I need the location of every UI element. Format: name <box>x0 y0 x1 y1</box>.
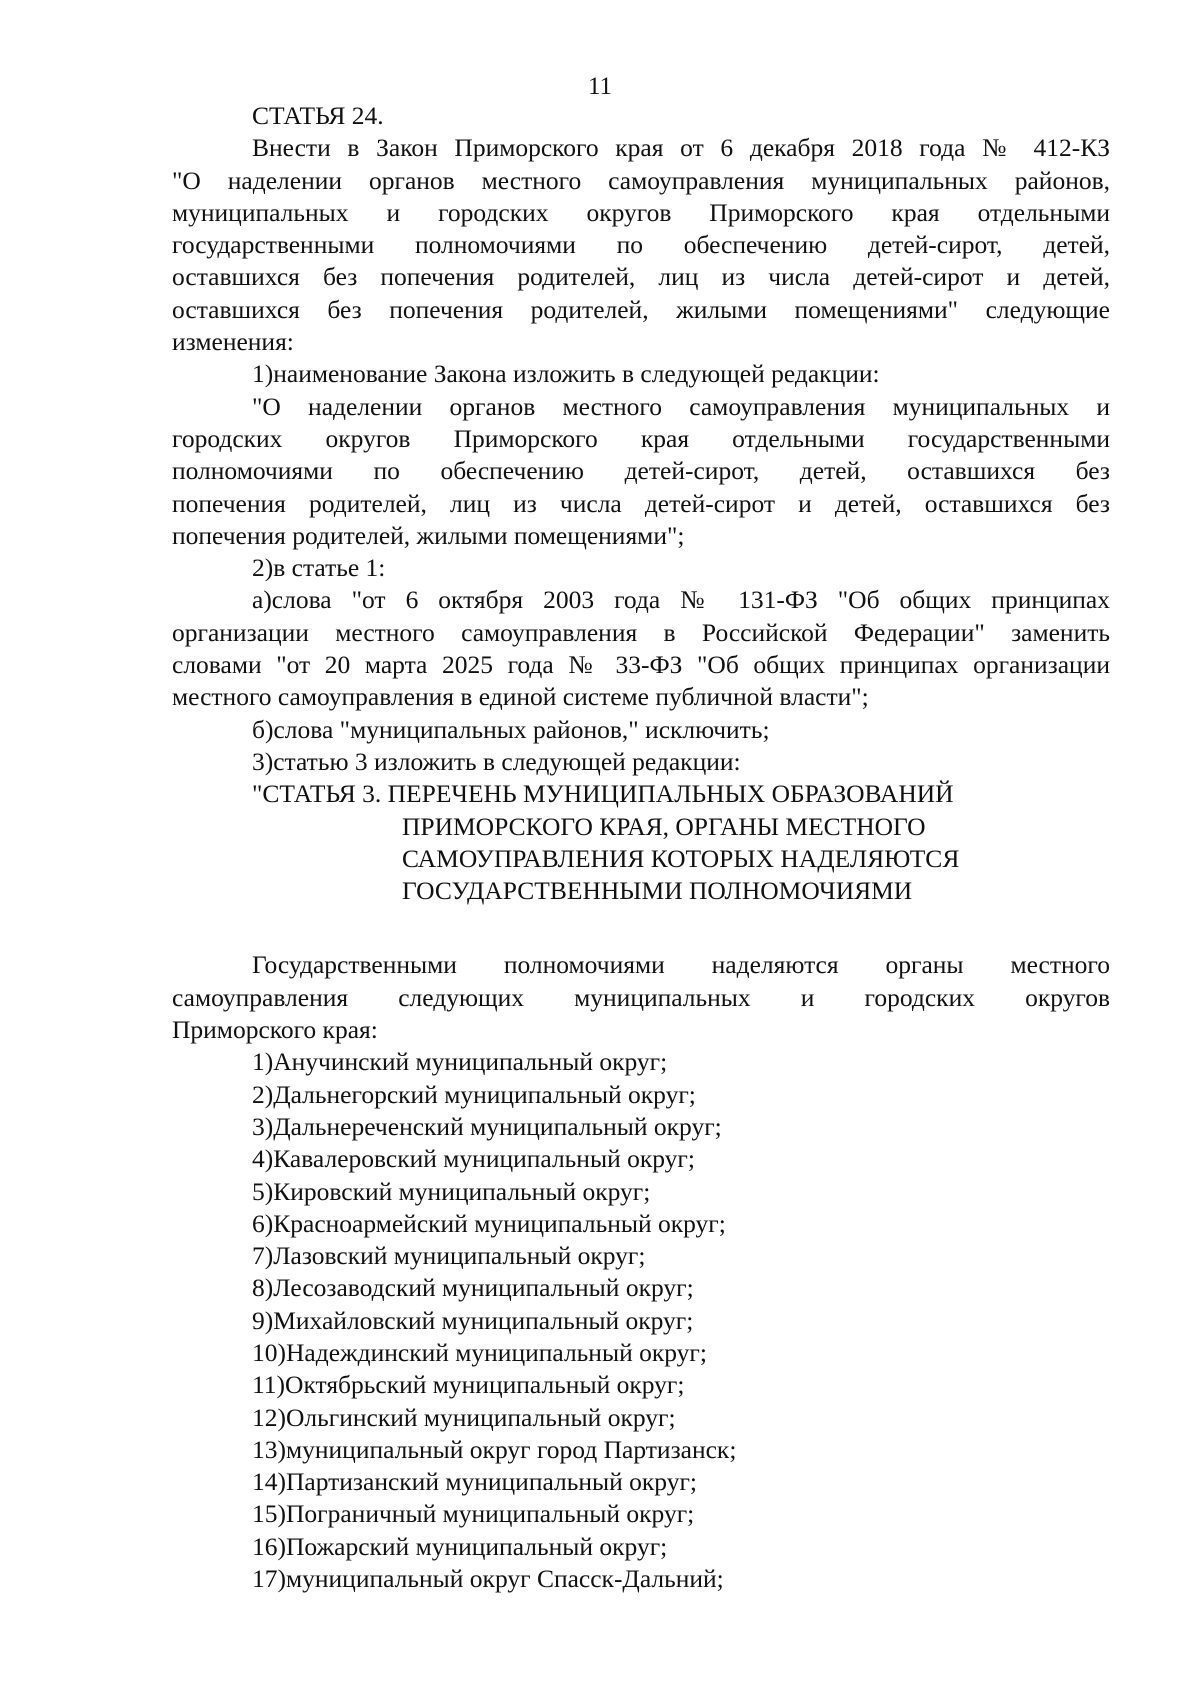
article-title: СТАТЬЯ 24. <box>252 101 384 130</box>
intro-line: оставшихся без попечения родителей, лиц из числа детей-сирот и детей, <box>172 262 1110 292</box>
item-2a-line: а)слова "от 6 октября 2003 года № 131-ФЗ "Об общих принципах <box>252 585 1110 615</box>
list-item: 16)Пожарский муниципальный округ; <box>252 1531 668 1561</box>
item-1-line: полномочиями по обеспечению детей-сирот, детей, оставшихся без <box>172 456 1110 486</box>
article-3-intro-line: Приморского края: <box>172 1015 378 1045</box>
item-2a-line: местного самоуправления в единой системе публичной власти"; <box>172 682 869 712</box>
intro-line: Внести в Закон Приморского края от 6 декабря 2018 года № 412-КЗ <box>252 133 1110 163</box>
intro-line: "О наделении органов местного самоуправления муниципальных районов, <box>172 165 1110 195</box>
municipality-list <box>172 1046 1110 1595</box>
list-item: 14)Партизанский муниципальный округ; <box>252 1467 698 1497</box>
item-3-intro: 3)статью 3 изложить в следующей редакции: <box>252 746 741 776</box>
intro-line: муниципальных и городских округов Приморского края отдельными <box>172 197 1110 227</box>
item-1-line: попечения родителей, жилыми помещениями"; <box>172 520 685 550</box>
list-item: 6)Красноармейский муниципальный округ; <box>252 1208 726 1238</box>
item-2a-line: словами "от 20 марта 2025 года № 33-ФЗ "Об общих принципах организации <box>172 650 1110 680</box>
item-2a-line: организации местного самоуправления в Российской Федерации" заменить <box>172 617 1110 647</box>
intro-line: изменения: <box>172 327 294 357</box>
item-2-intro: 2)в статье 1: <box>252 553 386 583</box>
article-3-heading: "СТАТЬЯ 3. ПЕРЕЧЕНЬ МУНИЦИПАЛЬНЫХ ОБРАЗОВАНИЙ <box>252 779 954 809</box>
article-3-heading-line: ГОСУДАРСТВЕННЫМИ ПОЛНОМОЧИЯМИ <box>402 876 913 906</box>
item-1-line: "О наделении органов местного самоуправления муниципальных и <box>252 391 1110 421</box>
list-item: 8)Лесозаводский муниципальный округ; <box>252 1273 694 1303</box>
list-item: 12)Ольгинский муниципальный округ; <box>252 1402 676 1432</box>
item-1-line: городских округов Приморского края отдельными государственными <box>172 423 1110 453</box>
list-item: 4)Кавалеровский муниципальный округ; <box>252 1144 695 1174</box>
intro-line: государственными полномочиями по обеспечению детей-сирот, детей, <box>172 230 1110 260</box>
item-1-line: попечения родителей, лиц из числа детей-сирот и детей, оставшихся без <box>172 488 1110 518</box>
article-3-intro-line: Государственными полномочиями наделяются органы местного <box>252 950 1110 980</box>
item-1-intro: 1)наименование Закона изложить в следующей редакции: <box>252 359 880 389</box>
article-3-heading-line: САМОУПРАВЛЕНИЯ КОТОРЫХ НАДЕЛЯЮТСЯ <box>402 843 960 873</box>
article-3-heading-line: ПРИМОРСКОГО КРАЯ, ОРГАНЫ МЕСТНОГО <box>402 811 926 841</box>
intro-line: оставшихся без попечения родителей, жилыми помещениями" следующие <box>172 294 1110 324</box>
list-item: 2)Дальнегорский муниципальный округ; <box>252 1079 696 1109</box>
blank-space <box>172 907 1110 949</box>
list-item: 1)Анучинский муниципальный округ; <box>252 1047 668 1077</box>
list-item: 15)Пограничный муниципальный округ; <box>252 1499 695 1529</box>
list-item: 17)муниципальный округ Спасск-Дальний; <box>252 1564 724 1594</box>
list-item: 5)Кировский муниципальный округ; <box>252 1176 651 1206</box>
article-3-intro-line: самоуправления следующих муниципальных и городских округов <box>172 982 1110 1012</box>
page-number: 11 <box>587 73 613 100</box>
item-2b: б)слова "муниципальных районов," исключить; <box>252 714 770 744</box>
list-item: 13)муниципальный округ город Партизанск; <box>252 1434 737 1464</box>
list-item: 9)Михайловский муниципальный округ; <box>252 1305 694 1335</box>
list-item: 3)Дальнереченский муниципальный округ; <box>252 1111 722 1141</box>
list-item: 7)Лазовский муниципальный округ; <box>252 1241 646 1271</box>
list-item: 11)Октябрьский муниципальный округ; <box>252 1370 685 1400</box>
list-item: 10)Надеждинский муниципальный округ; <box>252 1337 707 1367</box>
document-body <box>172 100 1110 1595</box>
